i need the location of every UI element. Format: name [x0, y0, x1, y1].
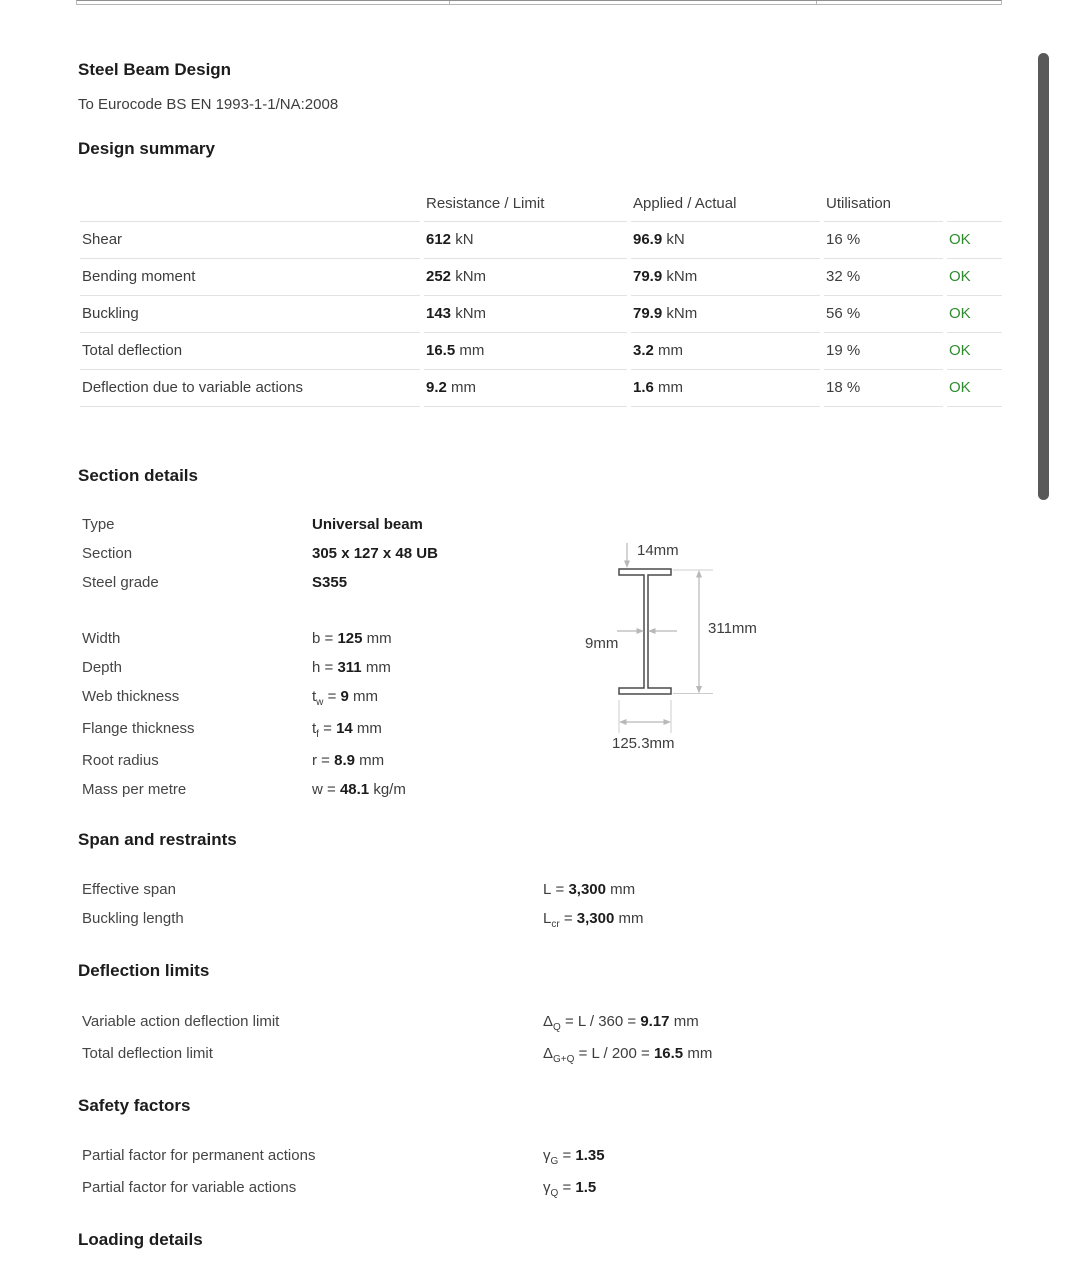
table-column-divider: [816, 1, 817, 4]
kv-row-variable-deflection-limit: Variable action deflection limit $\Delta_Q = L / 360 = 9.17$ mm: [82, 1013, 699, 1033]
depth-dim-label: 311mm: [708, 620, 757, 637]
web-thickness-dim-label: 9mm: [585, 635, 619, 652]
actual-unit: kNm: [662, 305, 698, 322]
kv-value: 3,300: [576, 910, 615, 927]
limit-cell: [424, 296, 627, 333]
kv-label: Steel grade: [82, 574, 159, 591]
row-label: Bending moment: [80, 259, 420, 296]
kv-label: Depth: [82, 659, 123, 676]
header-resistance-limit: Resistance / Limit: [424, 188, 627, 222]
kv-value: 1.5: [575, 1179, 597, 1196]
limit-cell: [424, 333, 627, 370]
table-row-variable-deflection: [80, 370, 1002, 407]
kv-label: Web thickness: [82, 688, 180, 705]
kv-row-width: Width b = 125 mm: [82, 630, 392, 647]
kv-row-type: [82, 515, 423, 535]
kv-value: 48.1: [339, 781, 370, 798]
limit-cell: [424, 222, 627, 259]
kv-row-steel-grade: [82, 573, 347, 593]
header-blank: [80, 188, 420, 222]
status-badge: OK: [947, 296, 1002, 333]
table-row-total-deflection: [80, 333, 1002, 370]
status-badge: OK: [947, 259, 1002, 296]
width-dim-label: 125.3mm: [612, 735, 675, 752]
kv-row-buckling-length: Buckling length $L_{cr} = 3,300$ mm: [82, 910, 644, 930]
utilisation-value: 16 %: [824, 222, 943, 259]
kv-row-total-deflection-limit: Total deflection limit $\Delta_{G+Q} = L / 200 = 16.5$ mm: [82, 1045, 713, 1065]
kv-label: Variable action deflection limit: [82, 1013, 280, 1030]
kv-row-root-radius: Root radius r = 8.9 mm: [82, 752, 385, 769]
kv-label: Width: [82, 630, 121, 647]
design-summary-header-row: [80, 188, 1002, 222]
row-label: Shear: [80, 222, 420, 259]
actual-unit: mm: [653, 342, 684, 359]
scrollbar-thumb[interactable]: [1038, 53, 1049, 500]
kv-row-effective-span: Effective span L = 3,300 mm: [82, 881, 636, 898]
width-arrowhead-left: [619, 719, 627, 725]
previous-table-sliver: [76, 0, 1002, 5]
design-summary-table: [76, 188, 1006, 407]
kv-value: Universal beam: [312, 516, 423, 533]
kv-row-variable-factor: Partial factor for variable actions $\gamma_Q = 1.5$: [82, 1179, 597, 1199]
kv-label: Root radius: [82, 752, 159, 769]
flange-dim-arrowhead: [624, 561, 630, 569]
actual-cell: [631, 296, 820, 333]
actual-value: 79.9: [633, 268, 663, 285]
kv-value: 1.35: [575, 1147, 605, 1164]
kv-row-permanent-factor: Partial factor for permanent actions $\gamma_G = 1.35$: [82, 1147, 605, 1167]
kv-label: Flange thickness: [82, 720, 195, 737]
limit-value: 16.5: [426, 342, 456, 359]
limit-value: 612: [426, 231, 452, 248]
row-label: Total deflection: [80, 333, 420, 370]
kv-label: Partial factor for permanent actions: [82, 1147, 316, 1164]
utilisation-value: 56 %: [824, 296, 943, 333]
kv-value: 125: [337, 630, 363, 647]
status-badge: OK: [947, 222, 1002, 259]
kv-value: 3,300: [568, 881, 606, 898]
flange-thickness-dim-label: 14mm: [637, 542, 679, 559]
kv-row-mass-per-metre: Mass per metre w = 48.1 kg/m: [82, 781, 406, 798]
table-row-bending-moment: [80, 259, 1002, 296]
table-row-shear: [80, 222, 1002, 259]
page-title: Steel Beam Design: [78, 60, 232, 79]
status-badge: OK: [947, 370, 1002, 407]
status-badge: OK: [947, 333, 1002, 370]
kv-label: Effective span: [82, 881, 176, 898]
actual-value: 1.6: [633, 379, 654, 396]
kv-label: Total deflection limit: [82, 1045, 213, 1062]
actual-value: 3.2: [633, 342, 654, 359]
kv-value: 9: [340, 688, 349, 705]
deflection-limits-heading: Deflection limits: [78, 961, 210, 980]
kv-label: Type: [82, 516, 115, 533]
utilisation-value: 18 %: [824, 370, 943, 407]
limit-unit: mm: [455, 342, 485, 359]
span-restraints-heading: Span and restraints: [78, 830, 237, 849]
actual-unit: kNm: [662, 268, 698, 285]
depth-arrowhead-top: [696, 570, 702, 578]
kv-value: 311: [337, 659, 362, 676]
limit-value: 143: [426, 305, 452, 322]
actual-cell: [631, 259, 820, 296]
actual-value: 79.9: [633, 305, 663, 322]
limit-unit: mm: [446, 379, 477, 396]
design-summary-heading: Design summary: [78, 139, 215, 158]
utilisation-value: 19 %: [824, 333, 943, 370]
kv-label: Mass per metre: [82, 781, 187, 798]
depth-arrowhead-bottom: [696, 686, 702, 694]
width-arrowhead-right: [664, 719, 672, 725]
table-row-buckling: [80, 296, 1002, 333]
limit-value: 9.2: [426, 379, 447, 396]
kv-value: 305 x 127 x 48 UB: [312, 545, 438, 562]
limit-unit: kNm: [451, 305, 487, 322]
row-label: Buckling: [80, 296, 420, 333]
actual-unit: kN: [662, 231, 685, 248]
actual-cell: [631, 222, 820, 259]
kv-row-section: [82, 544, 438, 564]
header-applied-actual: Applied / Actual: [631, 188, 820, 222]
table-column-divider: [449, 1, 450, 4]
beam-section-diagram: [560, 530, 800, 760]
kv-value: 8.9: [334, 752, 355, 769]
web-arrowhead-right: [648, 628, 656, 634]
actual-cell: [631, 333, 820, 370]
limit-cell: [424, 259, 627, 296]
kv-label: Partial factor for variable actions: [82, 1179, 297, 1196]
actual-value: 96.9: [633, 231, 663, 248]
kv-row-depth: Depth h = 311 mm: [82, 659, 391, 676]
header-status-blank: [947, 188, 1002, 222]
limit-unit: kNm: [451, 268, 487, 285]
kv-label: Buckling length: [82, 910, 184, 927]
kv-label: Section: [82, 545, 133, 562]
actual-unit: mm: [653, 379, 684, 396]
loading-details-heading: Loading details: [78, 1230, 203, 1249]
limit-unit: kN: [451, 231, 474, 248]
kv-row-web-thickness: Web thickness $t_w = 9$ mm: [82, 688, 379, 708]
section-details-heading: Section details: [78, 466, 198, 485]
limit-value: 252: [426, 268, 452, 285]
limit-cell: [424, 370, 627, 407]
kv-value: 14: [336, 720, 353, 737]
page-subtitle: To Eurocode BS EN 1993-1-1/NA:2008: [78, 96, 339, 113]
actual-cell: [631, 370, 820, 407]
header-utilisation: Utilisation: [824, 188, 943, 222]
kv-value: 16.5: [653, 1045, 684, 1062]
kv-row-flange-thickness: Flange thickness $t_f = 14$ mm: [82, 720, 382, 740]
row-label: Deflection due to variable actions: [80, 370, 420, 407]
utilisation-value: 32 %: [824, 259, 943, 296]
safety-factors-heading: Safety factors: [78, 1096, 191, 1115]
web-arrowhead-left: [637, 628, 645, 634]
kv-value: 9.17: [640, 1013, 670, 1030]
kv-value: S355: [312, 574, 348, 591]
